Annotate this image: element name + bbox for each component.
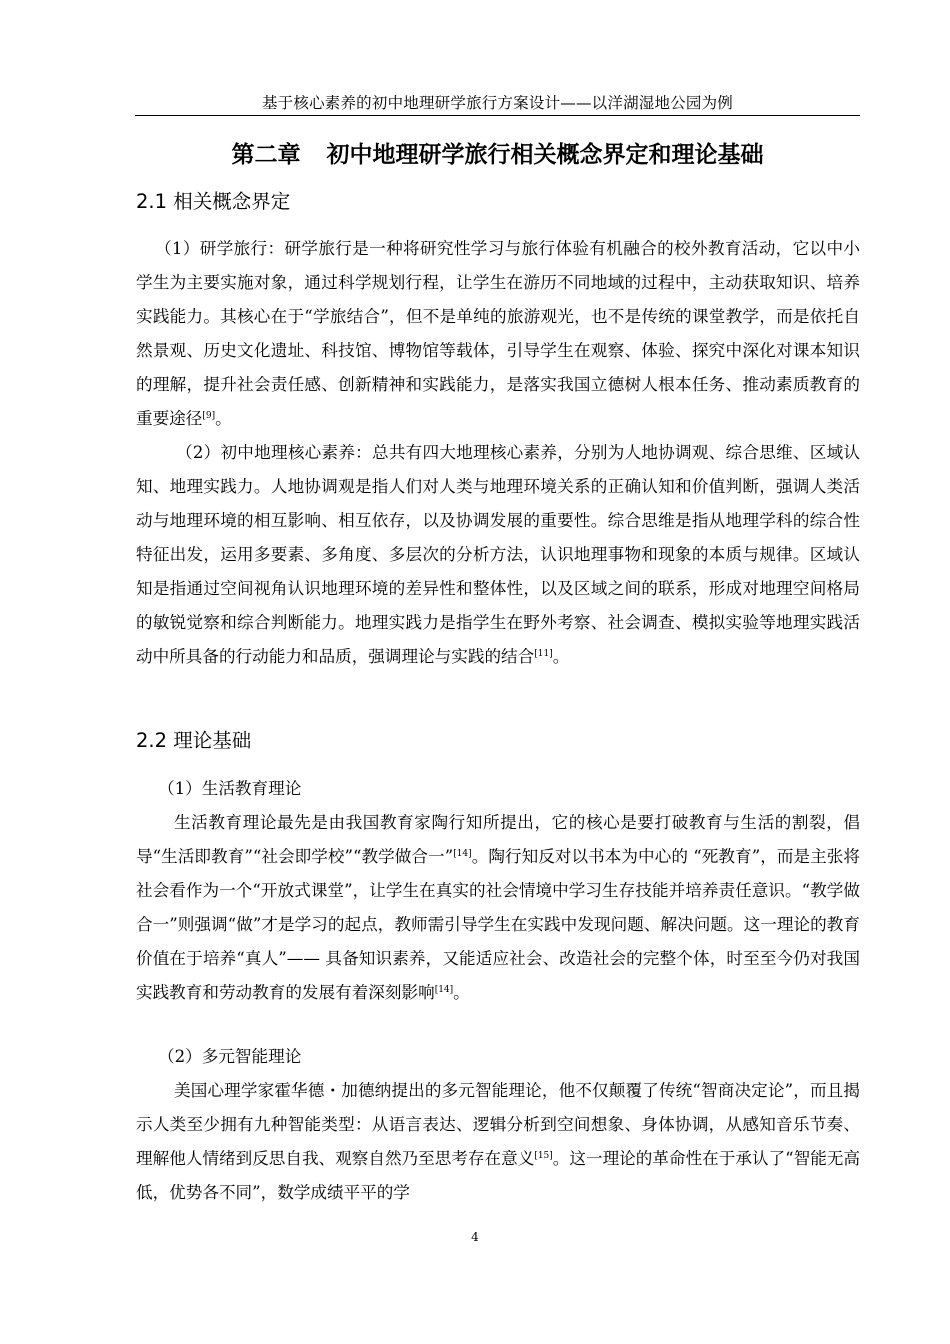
citation: [11] — [534, 649, 553, 659]
section-heading-2-1: 2.1 相关概念界定 — [136, 190, 291, 213]
paragraph-research-travel — [136, 232, 860, 436]
citation: [14] — [434, 985, 454, 995]
citation: [9] — [202, 411, 216, 421]
paragraph-end: 。 — [215, 409, 232, 428]
paragraph-core-literacy — [136, 436, 860, 674]
paragraph-end: 。 — [552, 647, 570, 666]
paragraph-text: （1）研学旅行：研学旅行是一种将研究性学习与旅行体验有机融合的校外教育活动，它以中小学生为主要实施对象，通过科学规划行程，让学生在游历不同地域的过程中，主动获取知识、培养实践能力。其核心在于“学旅结合”，但不是单纯的旅游观光，也不是传统的课堂教学，而是依托自然景观、历史文化遗址、科技馆、博物馆等载体，引导学生在观察、体验、探究中深化对课本知识的理解，提升社会责任感、创新精神和实践能力，是落实我国立德树人根本任务、推动素质教育的重要途径 — [136, 239, 860, 428]
citation: [15] — [534, 1151, 553, 1161]
page-number: 4 — [471, 1230, 479, 1244]
paragraph-text: 。这一理论的革命性在于承认了“智能无高低，优势各不同”，数学成绩平平的学 — [136, 1149, 861, 1202]
subsection-title-life-education: （1）生活教育理论 — [158, 779, 302, 798]
citation: [14] — [453, 849, 472, 859]
chapter-heading-text: 初中地理研学旅行相关概念界定和理论基础 — [326, 142, 764, 168]
section-heading-2-2: 2.2 理论基础 — [136, 729, 252, 752]
running-header: 基于核心素养的初中地理研学旅行方案设计——以洋湖湿地公园为例 — [261, 94, 733, 112]
paragraph-text: （2）初中地理核心素养：总共有四大地理核心素养，分别为人地协调观、综合思维、区域认知、地理实践力。人地协调观是指人们对人类与地理环境关系的正确认知和价值判断，强调人类活动与地理环境的相互影响、相互依存，以及协调发展的重要性。综合思维是指从地理学科的综合性特征出发，运用多要素、多角度、多层次的分析方法，认识地理事物和现象的本质与规律。区域认知是指通过空间视角认识地理环境的差异性和整体性，以及区域之间的联系，形成对地理空间格局的敏锐觉察和综合判断能力。地理实践力是指学生在野外考察、社会调查、模拟实验等地理实践活动中所具备的行动能力和品质，强调理论与实践的结合 — [136, 443, 860, 666]
paragraph-text: 。陶行知反对以书本为中心的 “死教育”，而是主张将社会看作为一个“开放式课堂”，让学生在真实的社会情境中学习生存技能并培养责任意识。“教学做合一”则强调“做”才是学习的起点，教师需引导学生在实践中发现问题、解决问题。这一理论的教育价值在于培养“真人”—— 具备知识素养，又能适应社会、改造社会的完整个体，时至至今仍对我国实践教育和劳动教育的发展有着深刻影响 — [136, 847, 860, 1002]
paragraph-text: 生活教育理论最先是由我国教育家陶行知所提出，它的核心是要打破教育与生活的割裂，倡导“生活即教育”“社会即学校”“教学做合一” — [136, 813, 860, 866]
chapter-title — [135, 140, 860, 170]
paragraph-life-education — [136, 806, 860, 1010]
paragraph-multiple-intelligences — [136, 1074, 860, 1210]
paragraph-end: 。 — [453, 983, 470, 1002]
subsection-title-multiple-intelligences: （2）多元智能理论 — [158, 1047, 302, 1066]
chapter-number: 第二章 — [231, 142, 301, 168]
paragraph-text: 美国心理学家霍华德・加德纳提出的多元智能理论，他不仅颠覆了传统“智商决定论”，而且揭示人类至少拥有九种智能类型：从语言表达、逻辑分析到空间想象、身体协调，从感知音乐节奏、理解他人情绪到反思自我、观察自然乃至思考存在意义 — [136, 1081, 860, 1168]
header-rule — [135, 115, 860, 116]
